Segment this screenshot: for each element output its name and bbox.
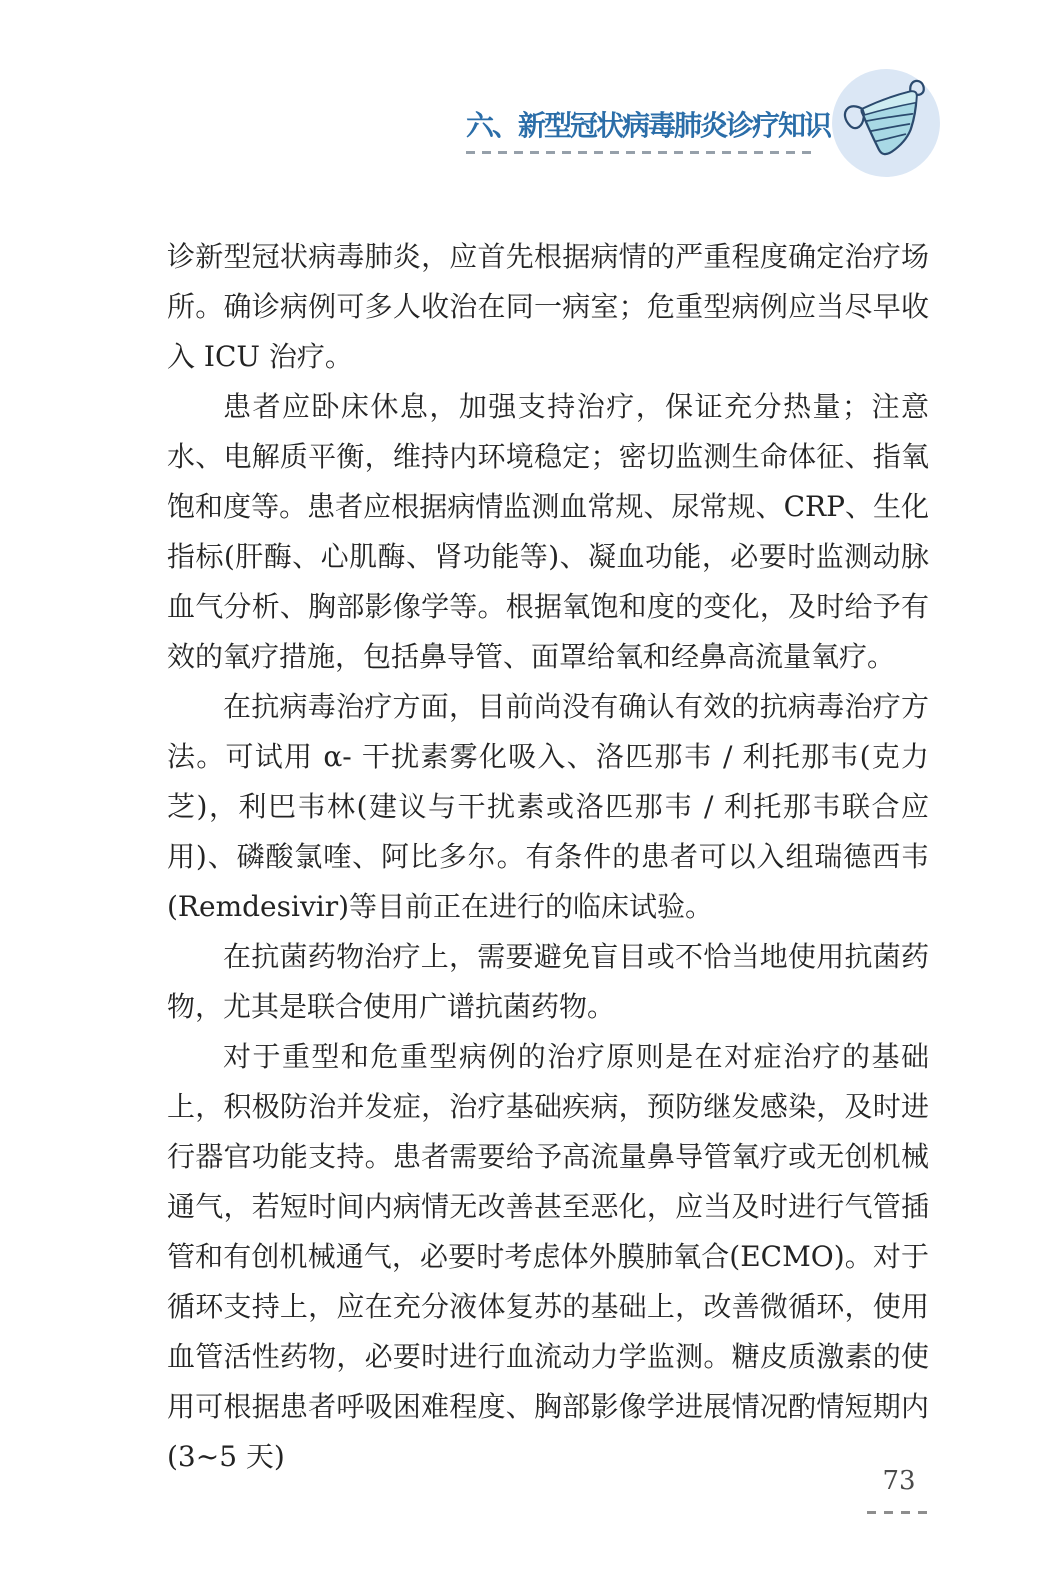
paragraph: 诊新型冠状病毒肺炎，应首先根据病情的严重程度确定治疗场所。确诊病例可多人收治在同一病室；危重型病例应当尽早收入 ICU 治疗。	[167, 240, 929, 373]
page-title: 六、新型冠状病毒肺炎诊疗知识	[466, 109, 831, 142]
paragraph: 在抗菌药物治疗上，需要避免盲目或不恰当地使用抗菌药物，尤其是联合使用广谱抗菌药物。	[167, 940, 929, 1023]
paragraph: 对于重型和危重型病例的治疗原则是在对症治疗的基础上，积极防治并发症，治疗基础疾病，预防继发感染，及时进行器官功能支持。患者需要给予高流量鼻导管氧疗或无创机械通气，若短时间内病情无改善甚至恶化，应当及时进行气管插管和有创机械通气，必要时考虑体外膜肺氧合(ECMO)。对于循环支持上，应在充分液体复苏的基础上，改善微循环，使用血管活性药物，必要时进行血流动力学监测。糖皮质激素的使用可根据患者呼吸困难程度、胸部影像学进展情况酌情短期内(3~5 天)	[167, 1040, 929, 1473]
footer-dashed-divider	[867, 1511, 930, 1514]
paragraph: 患者应卧床休息，加强支持治疗，保证充分热量；注意水、电解质平衡，维持内环境稳定；密切监测生命体征、指氧饱和度等。患者应根据病情监测血常规、尿常规、CRP、生化指标(肝酶、心肌酶、肾功能等)、凝血功能，必要时监测动脉血气分析、胸部影像学等。根据氧饱和度的变化，及时给予有效的氧疗措施，包括鼻导管、面罩给氧和经鼻高流量氧疗。	[167, 390, 929, 673]
body-text	[167, 232, 929, 1482]
header-dashed-divider	[466, 151, 816, 154]
page-number: 73	[882, 1466, 916, 1496]
face-mask-icon	[830, 67, 942, 179]
paragraph: 在抗病毒治疗方面，目前尚没有确认有效的抗病毒治疗方法。可试用 α- 干扰素雾化吸入、洛匹那韦 / 利托那韦(克力芝)，利巴韦林(建议与干扰素或洛匹那韦 / 利托那韦联合应用)、磷酸氯喹、阿比多尔。有条件的患者可以入组瑞德西韦(Remdesivir)等目前正在进行的临床试验。	[167, 690, 929, 923]
